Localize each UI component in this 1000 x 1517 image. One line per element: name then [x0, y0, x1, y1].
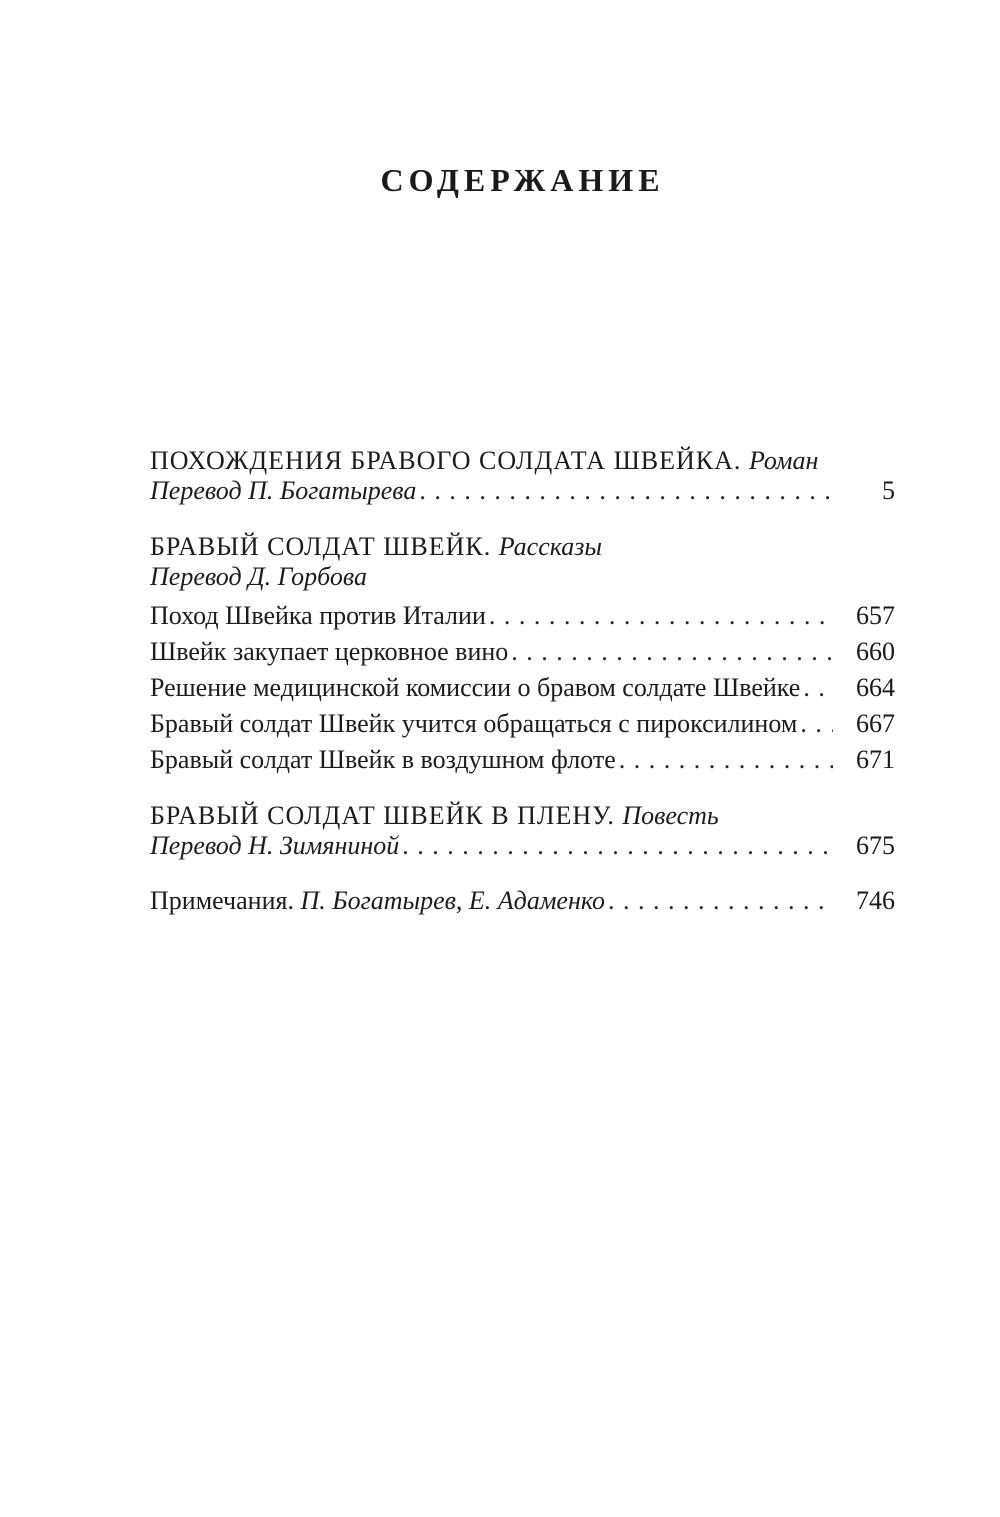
toc-entry-subtitle: Перевод П. Богатырева: [150, 476, 417, 506]
toc-entry: [150, 706, 895, 742]
dot-leader: [608, 883, 833, 919]
toc-entry-label: [150, 706, 797, 742]
toc-entry-page-number: 664: [856, 673, 895, 703]
dot-leader: [619, 742, 833, 778]
toc-entry-text: ПОХОЖДЕНИЯ БРАВОГО СОЛДАТА ШВЕЙКА.: [150, 446, 749, 476]
toc-entry: [150, 742, 895, 778]
dot-leader: [511, 634, 833, 670]
toc-entry-text: Бравый солдат Швейк учится обращаться с пироксилином: [150, 709, 798, 739]
contents-title: СОДЕРЖАНИЕ: [380, 162, 665, 198]
toc-entry-page-number: 675: [856, 831, 895, 861]
toc-entry-subtitle: П. Богатырев, Е. Адаменко: [300, 886, 606, 916]
toc-entry-page-number: 746: [856, 886, 895, 916]
toc-entry-page-number: 671: [856, 745, 895, 775]
table-of-contents: [150, 443, 895, 919]
toc-entry-label: [150, 598, 486, 634]
toc-entry-label: [150, 559, 367, 595]
book-page: [150, 0, 895, 919]
toc-entry-text: Швейк закупает церковное вино: [150, 637, 509, 667]
toc-entry: [150, 634, 895, 670]
toc-entry-subtitle: Роман: [748, 446, 819, 476]
dot-leader: [800, 706, 833, 742]
toc-entry-page-number: 5: [882, 476, 895, 506]
dot-leader: [803, 670, 833, 706]
toc-entry-subtitle: Перевод Д. Горбова: [150, 562, 367, 592]
toc-entry-label: [150, 883, 605, 919]
toc-entry-text: Примечания.: [150, 886, 301, 916]
toc-entry-text: Решение медицинской комиссии о бравом солдате Швейке: [150, 673, 801, 703]
dot-leader: [489, 598, 833, 634]
dot-leader: [402, 828, 833, 864]
toc-entry-subtitle: Перевод Н. Зимяниной: [150, 831, 400, 861]
toc-entry-text: БРАВЫЙ СОЛДАТ ШВЕЙК В ПЛЕНУ.: [150, 801, 623, 831]
toc-entry-label: [150, 634, 508, 670]
toc-entry-page-number: 657: [856, 601, 895, 631]
toc-entry-label: [150, 742, 616, 778]
toc-entry: [150, 473, 895, 509]
toc-entry-page-number: 667: [856, 709, 895, 739]
toc-entry-subtitle: Рассказы: [498, 532, 603, 562]
toc-entry-label: [150, 670, 800, 706]
toc-entry: [150, 883, 895, 919]
toc-entry-page-number: 660: [856, 637, 895, 667]
toc-entry-text: Поход Швейка против Италии: [150, 601, 486, 631]
toc-entry-text: Бравый солдат Швейк в воздушном флоте: [150, 745, 616, 775]
toc-entry-label: [150, 828, 399, 864]
toc-entry: [150, 598, 895, 634]
toc-entry-text: БРАВЫЙ СОЛДАТ ШВЕЙК.: [150, 532, 499, 562]
dot-leader: [419, 473, 833, 509]
toc-entry: [150, 670, 895, 706]
toc-entry-label: [150, 473, 416, 509]
toc-entry-subtitle: Повесть: [622, 801, 719, 831]
toc-entry: [150, 828, 895, 864]
